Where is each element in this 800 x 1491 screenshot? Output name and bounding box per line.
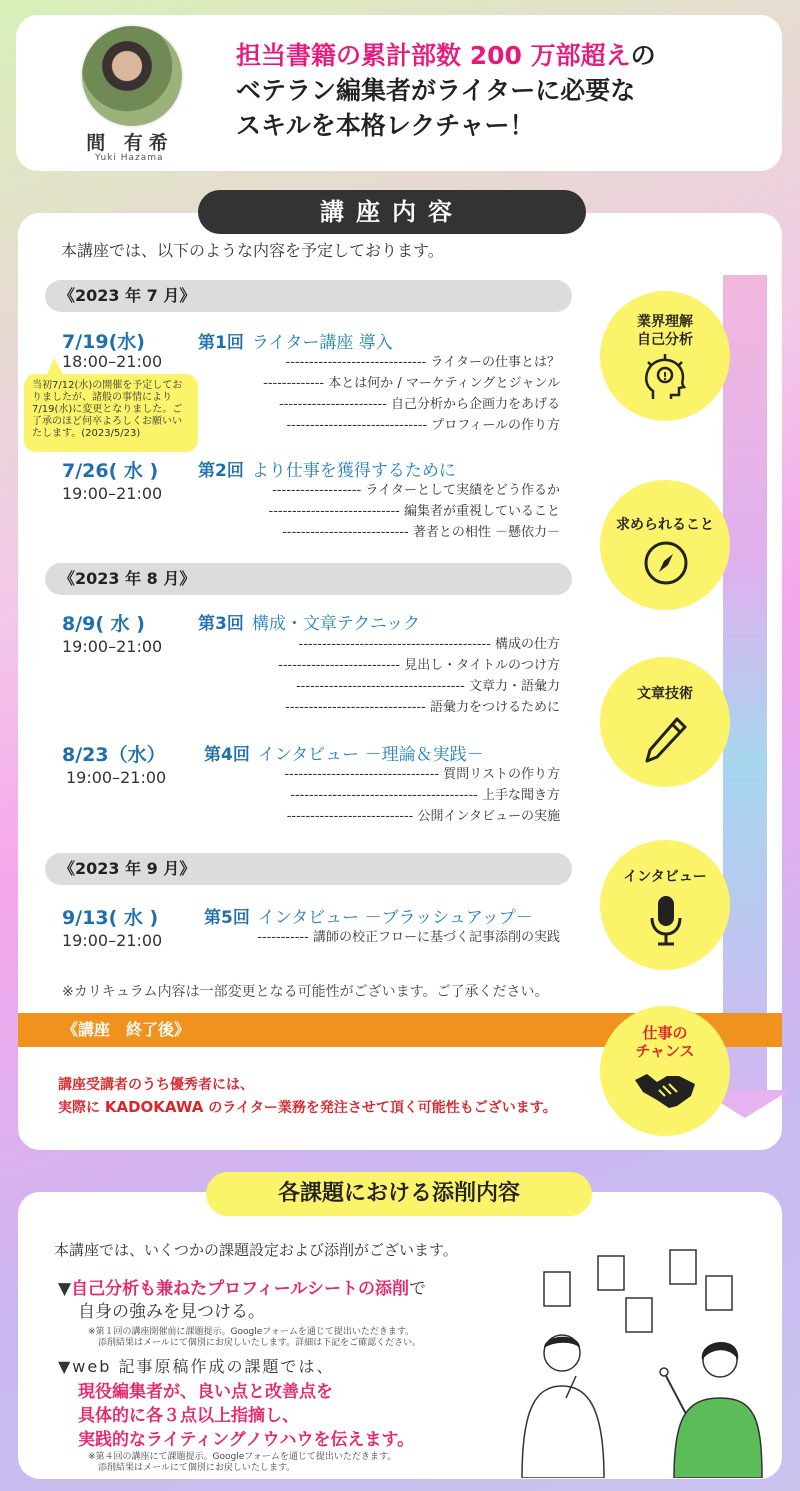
- session-time: 18:00–21:00: [62, 352, 163, 371]
- review-intro: 本講座では、いくつかの課題設定および添削がございます。: [54, 1241, 458, 1259]
- review-item-2-highlight: 現役編集者が、良い点と改善点を 具体的に各３点以上指摘し、 実践的なライティングノウハウを伝えます。: [78, 1382, 415, 1450]
- session-number: 第2回: [198, 461, 244, 481]
- review-title: 各課題における添削内容: [206, 1172, 592, 1216]
- topic-item: --------------------------- 公開インタビューの実施: [286, 809, 560, 824]
- topic-item: ----------------------------------------- 構成の仕方: [298, 637, 560, 652]
- pencil-icon: [643, 715, 689, 765]
- session-title: [198, 609, 420, 634]
- skill-circle-writing: 文章技術: [600, 657, 730, 787]
- curriculum-disclaimer: ※カリキュラム内容は一部変更となる可能性がございます。ご了承ください。: [62, 984, 549, 1000]
- course-title: 講座内容: [198, 190, 586, 234]
- headline-line-2: ベテラン編集者がライターに必要な: [236, 76, 636, 105]
- microphone-icon: [648, 894, 684, 948]
- session-time: 19:00–21:00: [62, 931, 163, 950]
- headline: [236, 38, 756, 143]
- session-number: 第3回: [198, 614, 244, 634]
- session-topics: [269, 480, 560, 543]
- topic-item: ---------------------------- 編集者が重視していること: [268, 504, 560, 519]
- session-number: 第4回: [204, 745, 250, 765]
- session-title: [198, 456, 456, 481]
- review-item-1-note: ※第１回の講座開催前に課題提示。Googleフォームを通じて提出いただきます。 添削結果はメールにて個別にお戻しいたします。詳細は下記をご確認ください。: [88, 1327, 422, 1348]
- session-date: 7/19(水): [62, 331, 145, 353]
- consultation-illustration: [506, 1248, 776, 1478]
- session-number: 第1回: [198, 333, 244, 353]
- skill-circle-interview: インタビュー: [600, 840, 730, 970]
- topic-item: ------------------- ライターとして実績をどう作るか: [272, 483, 560, 498]
- session-date: 7/26( 水 ): [62, 460, 159, 482]
- review-item-1-highlight: 自己分析も兼ねたプロフィールシートの添削: [71, 1279, 409, 1299]
- headline-highlight: 担当書籍の累計部数 200 万部超え: [236, 41, 631, 70]
- headline-line-3: スキルを本格レクチャー！: [236, 111, 535, 140]
- course-intro: 本講座では、以下のような内容を予定しております。: [61, 241, 444, 260]
- session-title-text: インタビュー －ブラッシュアップ－: [257, 908, 533, 928]
- topic-item: ------------------------------ 語彙力をつけるために: [285, 700, 560, 715]
- svg-text:!: !: [662, 370, 668, 383]
- after-course-line-1: 講座受講者のうち優秀者には、: [58, 1077, 254, 1093]
- headline-suffix: の: [630, 41, 656, 70]
- session-title: [198, 328, 393, 353]
- topic-item: ----------------------- 自己分析から企画力をあげる: [278, 397, 560, 412]
- review-item-2-note: ※第４回の講座にて課題提示。Googleフォームを通じて提出いただきます。 添削結果はメールにて個別にお戻しいたします。: [88, 1452, 397, 1473]
- session-topics: [257, 927, 560, 948]
- handshake-icon: [633, 1066, 697, 1114]
- after-course-line-2: 実際に KADOKAWA のライター業務を発注させて頂く可能性もございます。: [58, 1098, 557, 1116]
- topic-item: ------------------------------ ライターの仕事とは？: [285, 355, 560, 370]
- session-time: 19:00–21:00: [62, 637, 163, 656]
- schedule-change-note: 当初7/12(水)の開催を予定しておりましたが、諸般の事情により7/19(水)に変更となりました。ご了承のほど何卒よろしくお願いいたします。(2023/5/23): [24, 374, 198, 452]
- session-title: [204, 740, 484, 765]
- session-title-text: 構成・文章テクニック: [251, 614, 421, 634]
- skill-circle-industry: 業界理解 自己分析 !: [600, 291, 730, 421]
- session-title-text: ライター講座 導入: [251, 333, 393, 353]
- topic-item: --------------------------------- 質問リストの作り方: [284, 767, 560, 782]
- topic-item: -------------------------- 見出し・タイトルのつけ方: [278, 658, 560, 673]
- skill-circle-demand: 求められること: [600, 480, 730, 610]
- lightbulb-head-icon: [643, 353, 687, 403]
- topic-item: ---------------------------------------- 上手な聞き方: [290, 788, 560, 803]
- brand-name: KADOKAWA: [104, 1098, 204, 1116]
- session-topics: [284, 764, 560, 827]
- topic-item: ----------- 講師の校正フローに基づく記事添削の実践: [257, 930, 560, 945]
- session-topics: [278, 634, 560, 718]
- session-topics: [263, 352, 560, 436]
- avatar: [80, 24, 184, 128]
- session-title-text: より仕事を獲得するために: [251, 461, 456, 481]
- after-course-header: 《講座 終了後》: [18, 1013, 782, 1047]
- topic-item: ------------------------------ プロフィールの作り方: [286, 418, 560, 433]
- topic-item: --------------------------- 著者との相性 －懸依力－: [282, 525, 560, 540]
- timeline-arrow: [723, 275, 767, 1090]
- session-title: [204, 903, 533, 928]
- session-date: 8/9( 水 ): [62, 613, 145, 635]
- month-header: 《2023 年 9 月》: [45, 853, 572, 885]
- session-title-text: インタビュー －理論＆実践－: [257, 745, 484, 765]
- month-header: 《2023 年 7 月》: [45, 280, 572, 312]
- skill-circle-chance: 仕事の チャンス: [600, 1006, 730, 1136]
- session-number: 第5回: [204, 908, 250, 928]
- session-date: 8/23（水）: [62, 744, 166, 766]
- topic-item: ------------- 本とは何か / マーケティングとジャンル: [263, 376, 560, 391]
- instructor-name-roman: Yuki Hazama: [95, 153, 164, 163]
- session-time: 19:00–21:00: [62, 484, 163, 503]
- compass-icon: [643, 540, 689, 586]
- after-course-text: [58, 1074, 557, 1119]
- session-time: 19:00–21:00: [66, 768, 167, 787]
- review-item-1: ▼自己分析も兼ねたプロフィールシートの添削で 自身の強みを見つける。: [58, 1279, 426, 1322]
- instructor-name: 間 有希: [86, 132, 174, 154]
- session-date: 9/13( 水 ): [62, 907, 159, 929]
- topic-item: ------------------------------------ 文章力・語彙力: [295, 679, 560, 694]
- review-item-2: ▼web 記事原稿作成の課題では、: [58, 1357, 335, 1376]
- month-header: 《2023 年 8 月》: [45, 563, 572, 595]
